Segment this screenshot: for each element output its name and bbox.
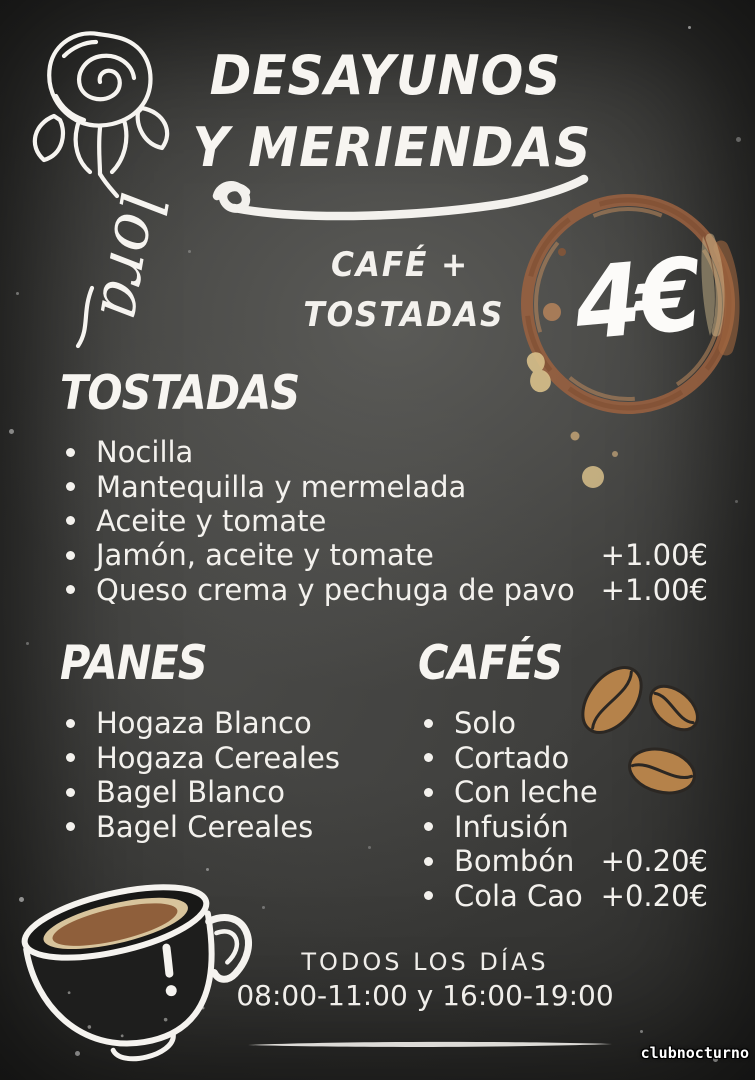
menu-item <box>60 706 400 741</box>
title-line1: DESAYUNOS <box>209 44 562 107</box>
item-name: Jamón, aceite y tomate <box>96 538 434 573</box>
schedule-days: TODOS LOS DÍAS <box>301 948 549 976</box>
schedule-hours: 08:00-11:00 y 16:00-19:00 <box>236 979 614 1012</box>
item-price: +0.20€ <box>600 844 708 879</box>
item-name: Bombón <box>454 844 575 879</box>
bullet-icon <box>66 448 75 457</box>
schedule <box>170 946 680 1013</box>
bullet-icon <box>424 788 433 797</box>
page-title <box>192 40 592 184</box>
section-tostadas <box>60 362 708 607</box>
offer-line2: TOSTADAS <box>303 295 505 335</box>
item-name: Cola Cao <box>454 878 583 913</box>
menu-item <box>60 538 708 572</box>
bullet-icon <box>424 891 433 900</box>
bullet-icon <box>424 753 433 762</box>
rose-logo-icon <box>20 20 178 352</box>
item-name: Con leche <box>454 775 598 810</box>
menu-item <box>418 844 708 879</box>
menu-item <box>60 573 708 607</box>
menu-item <box>60 435 708 469</box>
bullet-icon <box>66 753 75 762</box>
item-name: Infusión <box>454 809 569 844</box>
chalk-streak-icon <box>244 1039 616 1049</box>
item-name: Mantequilla y mermelada <box>96 469 467 504</box>
bullet-icon <box>66 822 75 831</box>
offer-price: 4€ <box>570 235 701 364</box>
bullet-icon <box>66 551 75 560</box>
menu-item <box>60 504 708 538</box>
watermark: clubnocturno <box>640 1044 749 1062</box>
section-title-cafes: CAFÉS <box>418 636 563 691</box>
panes-list <box>60 706 400 844</box>
item-price: +1.00€ <box>600 538 708 573</box>
item-name: Aceite y tomate <box>96 503 327 538</box>
menu-item <box>60 810 400 845</box>
offer-label <box>303 240 505 340</box>
item-price: +0.20€ <box>600 878 708 913</box>
menu-item <box>418 810 708 845</box>
bullet-icon <box>66 585 75 594</box>
section-title-panes: PANES <box>60 636 207 691</box>
bullet-icon <box>424 822 433 831</box>
menu-item <box>60 741 400 776</box>
bullet-icon <box>66 788 75 797</box>
coffee-beans-icon <box>568 648 708 803</box>
bullet-icon <box>66 482 75 491</box>
item-name: Solo <box>454 706 516 741</box>
tostadas-list <box>60 435 708 607</box>
section-title-tostadas: TOSTADAS <box>60 366 300 421</box>
menu-item <box>60 775 400 810</box>
bullet-icon <box>424 719 433 728</box>
item-name: Cortado <box>454 740 570 775</box>
bullet-icon <box>424 857 433 866</box>
brand-script-text: lora <box>84 187 180 326</box>
bullet-icon <box>66 516 75 525</box>
section-panes <box>60 632 400 844</box>
item-price: +1.00€ <box>600 572 708 607</box>
item-name: Hogaza Cereales <box>96 740 340 775</box>
bullet-icon <box>66 719 75 728</box>
item-name: Bagel Blanco <box>96 775 285 810</box>
menu-item <box>418 879 708 914</box>
item-name: Bagel Cereales <box>96 809 314 844</box>
item-name: Queso crema y pechuga de pavo <box>96 572 575 607</box>
item-name: Nocilla <box>96 435 194 470</box>
title-line2: Y MERIENDAS <box>192 116 592 179</box>
menu-item <box>60 469 708 503</box>
offer-line1: CAFÉ + <box>330 245 470 285</box>
item-name: Hogaza Blanco <box>96 706 312 741</box>
